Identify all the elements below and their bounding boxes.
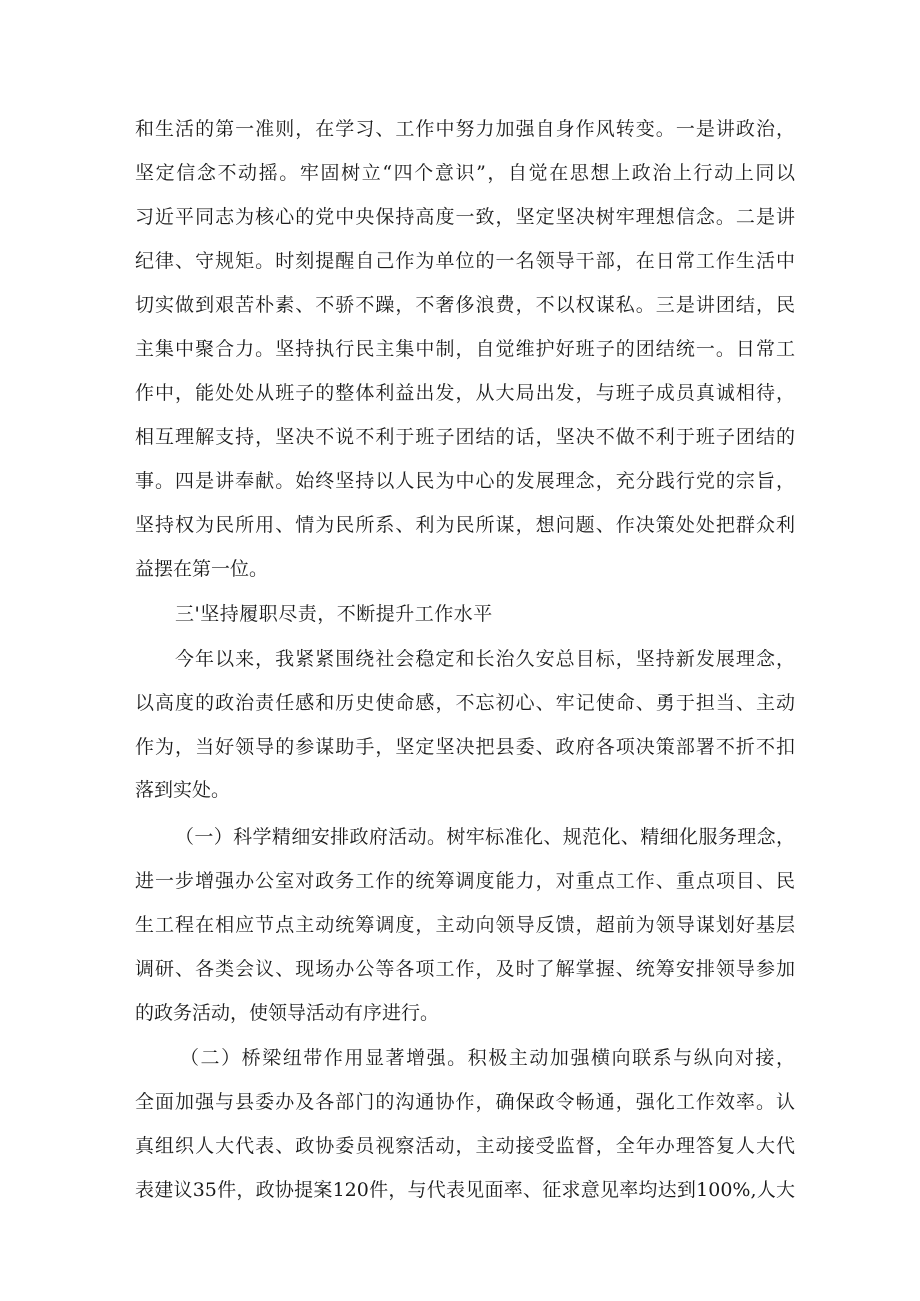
text-line: 调研、各类会议、现场办公等各项工作，及时了解掌握、统筹安排领导参加	[135, 958, 795, 980]
text-line: 表建议35件，政协提案120件，与代表见面率、征求意见率均达到100%,人大	[135, 1179, 795, 1201]
section-heading: 三'坚持履职尽责，不断提升工作水平	[175, 603, 493, 625]
text-line: 落到实处。	[135, 779, 231, 801]
text-line: 坚定信念不动摇。牢固树立“四个意识”，自觉在思想上政治上行动上同以	[135, 162, 795, 184]
text-line: 以高度的政治责任感和历史使命感，不忘初心、牢记使命、勇于担当、主动	[135, 692, 795, 714]
text-line: （一）科学精细安排政府活动。树牢标准化、规范化、精细化服务理念，	[175, 826, 795, 848]
text-line: 进一步增强办公室对政务工作的统筹调度能力，对重点工作、重点项目、民	[135, 870, 795, 892]
text-line: 切实做到艰苦朴素、不骄不躁，不奢侈浪费，不以权谋私。三是讲团结，民	[135, 294, 795, 316]
text-line: 益摆在第一位。	[135, 558, 269, 580]
text-line: 真组织人大代表、政协委员视察活动，主动接受监督，全年办理答复人大代	[135, 1135, 795, 1157]
text-line: 生工程在相应节点主动统筹调度，主动向领导反馈，超前为领导谋划好基层	[135, 914, 795, 936]
text-line: 作为，当好领导的参谋助手，坚定坚决把县委、政府各项决策部署不折不扣	[135, 736, 795, 758]
text-line: 今年以来，我紧紧围绕社会稳定和长治久安总目标，坚持新发展理念，	[175, 648, 795, 670]
text-line: 和生活的第一准则，在学习、工作中努力加强自身作风转变。一是讲政治，	[135, 118, 795, 140]
text-line: 相互理解支持，坚决不说不利于班子团结的话，坚决不做不利于班子团结的	[135, 426, 795, 448]
text-line: 作中，能处处从班子的整体利益出发，从大局出发，与班子成员真诚相待，	[135, 382, 795, 404]
text-line: （二）桥梁纽带作用显著增强。积极主动加强横向联系与纵向对接，	[180, 1047, 795, 1069]
text-line: 习近平同志为核心的党中央保持高度一致，坚定坚决树牢理想信念。二是讲	[135, 206, 795, 228]
text-line: 全面加强与县委办及各部门的沟通协作，确保政令畅通，强化工作效率。认	[135, 1091, 795, 1113]
text-line: 坚持权为民所用、情为民所系、利为民所谋，想问题、作决策处处把群众利	[135, 514, 795, 536]
text-line: 事。四是讲奉献。始终坚持以人民为中心的发展理念，充分践行党的宗旨，	[135, 470, 795, 492]
text-line: 主集中聚合力。坚持执行民主集中制，自觉维护好班子的团结统一。日常工	[135, 338, 795, 360]
text-line: 的政务活动，使领导活动有序进行。	[135, 1002, 440, 1024]
text-line: 纪律、守规矩。时刻提醒自己作为单位的一名领导干部，在日常工作生活中	[135, 250, 795, 272]
